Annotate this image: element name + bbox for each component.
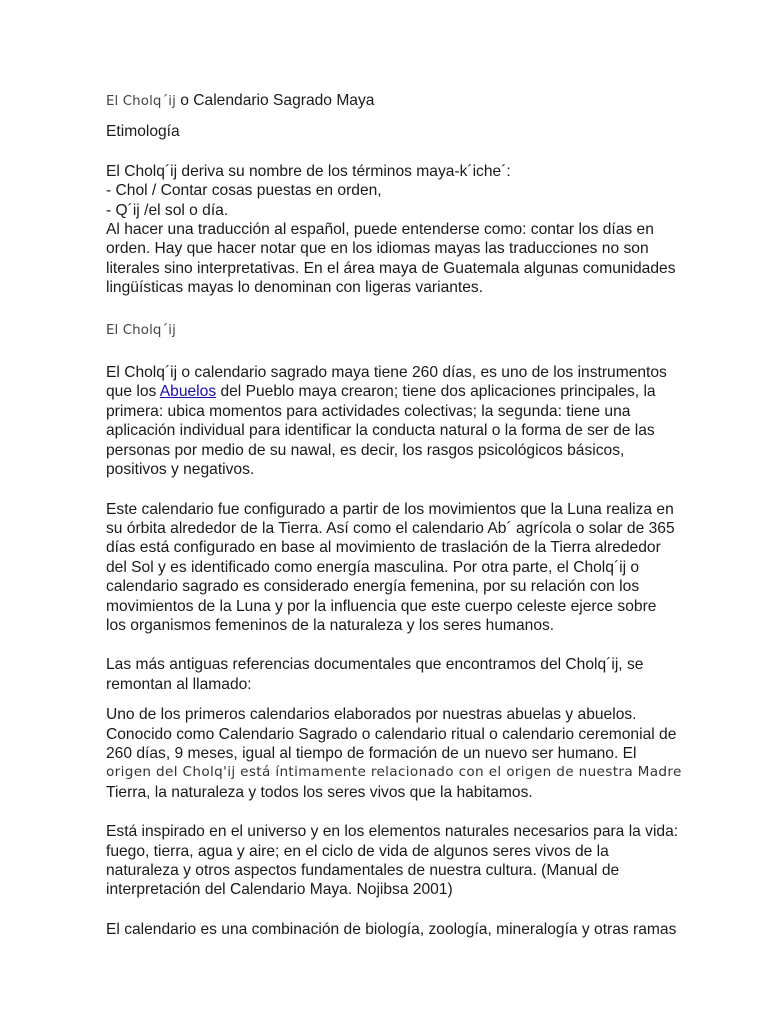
text-line: personas por medio de su nawal, es decir, los rasgos psicológicos básicos, [106,441,625,459]
section-heading-cholqij: El Cholq´ij [106,322,176,338]
text-line: Conocido como Calendario Sagrado o calendario ritual o calendario ceremonial de [106,725,677,743]
text-line: Este calendario fue configurado a partir de los movimientos que la Luna realiza en [106,500,674,518]
text-line: orden. Hay que hacer notar que en los idiomas mayas las traducciones no son [106,240,649,258]
text-line: calendario sagrado es considerado energía femenina, por su relación con los [106,578,640,596]
title-rest: o Calendario Sagrado Maya [175,92,375,109]
text-fragment: que los [106,383,160,401]
document-page [106,91,682,939]
text-line: - Chol / Contar cosas puestas en orden, [106,182,382,200]
text-line: literales sino interpretativas. En el área maya de Guatemala algunas comunidades [106,259,676,277]
paragraph-universo [106,822,679,900]
paragraph-combinacion [106,920,677,939]
document-title [106,91,662,111]
paragraph-luna [106,500,675,636]
text-line: aplicación individual para identificar la conducta natural o la forma de ser de las [106,422,655,440]
text-line: Está inspirado en el universo y en los elementos naturales necesarios para la vida: [106,823,679,841]
text-line: remontan al llamado: [106,675,252,693]
text-line: los organismos femeninos de la naturaleza y los seres humanos. [106,616,555,634]
section-heading-etimologia: Etimología [106,123,180,141]
text-line: El calendario es una combinación de biología, zoología, mineralogía y otras ramas [106,920,677,938]
text-line: su órbita alrededor de la Tierra. Así como el calendario Ab´ agrícola o solar de 365 [106,519,675,537]
text-line: Tierra, la naturaleza y todos los seres vivos que la habitamos. [106,783,533,801]
text-line: lingüísticas mayas lo denominan con ligeras variantes. [106,279,484,297]
paragraph-cholqij-intro [106,363,667,479]
text-line: El Cholq´ij o calendario sagrado maya tiene 260 días, es uno de los instrumentos [106,364,667,382]
text-fragment: del Pueblo maya crearon; tiene dos aplicaciones principales, la [216,383,656,401]
text-line: Al hacer una traducción al español, puede entenderse como: contar los días en [106,221,654,239]
paragraph-calendario-sagrado [106,705,682,802]
text-line-alt-font: origen del Cholq'ij está íntimamente relacionado con el origen de nuestra Madre [106,764,682,781]
text-line: - Q´ij /el sol o día. [106,201,229,219]
abuelos-link[interactable]: Abuelos [159,383,217,401]
text-line: movimientos de la Luna y por la influencia que este cuerpo celeste ejerce sobre [106,597,657,615]
text-line: fuego, tierra, agua y aire; en el ciclo de vida de algunos seres vivos de la [106,842,609,860]
text-line: 260 días, 9 meses, igual al tiempo de formación de un nuevo ser humano. El [106,744,637,762]
text-line: del Sol y es identificado como energía masculina. Por otra parte, el Cholq´ij o [106,558,640,576]
text-line: interpretación del Calendario Maya. Nojibsa 2001) [106,881,453,899]
text-line: El Cholq´ij deriva su nombre de los términos maya-k´iche´: [106,162,511,180]
text-line: días está configurado en base al movimiento de traslación de la Tierra alrededor [106,539,661,557]
title-term: El Cholq´ij [106,94,176,109]
text-line [106,382,662,401]
text-line: Las más antiguas referencias documentales que encontramos del Cholq´ij, se [106,656,644,674]
text-line: Uno de los primeros calendarios elaborados por nuestras abuelas y abuelos. [106,706,637,724]
text-line: naturaleza y otros aspectos fundamentales de nuestra cultura. (Manual de [106,862,620,879]
paragraph-referencias [106,655,662,694]
text-line: primera: ubica momentos para actividades colectivas; la segunda: tiene una [106,402,631,420]
paragraph-etimologia [106,162,676,298]
text-line: positivos y negativos. [106,461,255,479]
